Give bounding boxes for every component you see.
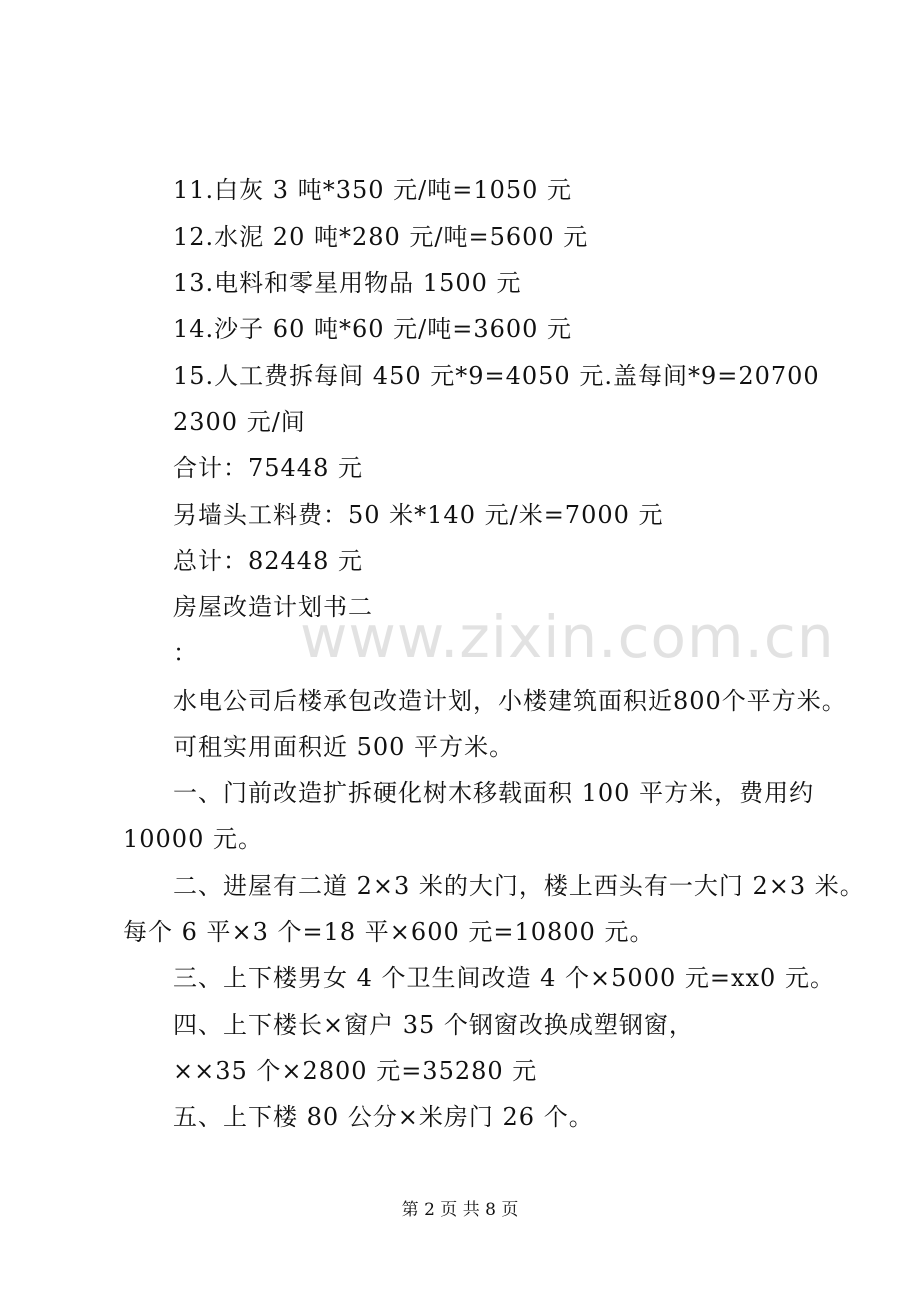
text-line: 2300 元/间 — [173, 408, 306, 436]
paragraph-line: 10000 元。 — [123, 825, 263, 853]
text-line: 12.水泥 20 吨*280 元/吨=5600 元 — [173, 223, 589, 251]
paragraph-line: 五、上下楼 80 公分×米房门 26 个。 — [173, 1103, 594, 1131]
paragraph-line: 四、上下楼长×窗户 35 个钢窗改换成塑钢窗， — [173, 1011, 694, 1039]
paragraph-line: 二、进屋有二道 2×3 米的大门，楼上西头有一大门 2×3 米。 — [173, 872, 865, 900]
text-line: 14.沙子 60 吨*60 元/吨=3600 元 — [173, 315, 573, 343]
paragraph-line: ××35 个×2800 元=35280 元 — [173, 1057, 538, 1085]
text-line: 15.人工费拆每间 450 元*9=4050 元.盖每间*9=20700 — [173, 362, 820, 390]
paragraph-line: 每个 6 平×3 个=18 平×600 元=10800 元。 — [123, 918, 655, 946]
text-line: ： — [173, 639, 198, 667]
section-title: 房屋改造计划书二 — [173, 593, 373, 621]
page-footer: 第 2 页 共 8 页 — [401, 1200, 519, 1220]
paragraph-line: 三、上下楼男女 4 个卫生间改造 4 个×5000 元=xx0 元。 — [173, 964, 835, 992]
paragraph-line: 水电公司后楼承包改造计划，小楼建筑面积近800个平方米。 — [173, 687, 847, 715]
grand-total-line: 总计：82448 元 — [173, 547, 363, 575]
text-line: 13.电料和零星用物品 1500 元 — [173, 269, 522, 297]
text-line: 另墙头工料费：50 米*140 元/米=7000 元 — [173, 501, 664, 529]
paragraph-line: 一、门前改造扩拆硬化树木移载面积 100 平方米，费用约 — [173, 779, 815, 807]
paragraph-line: 可租实用面积近 500 平方米。 — [173, 733, 515, 761]
watermark: www.zixin.com.cn — [300, 603, 835, 671]
total-line: 合计：75448 元 — [173, 454, 363, 482]
text-line: 11.白灰 3 吨*350 元/吨=1050 元 — [173, 176, 573, 204]
